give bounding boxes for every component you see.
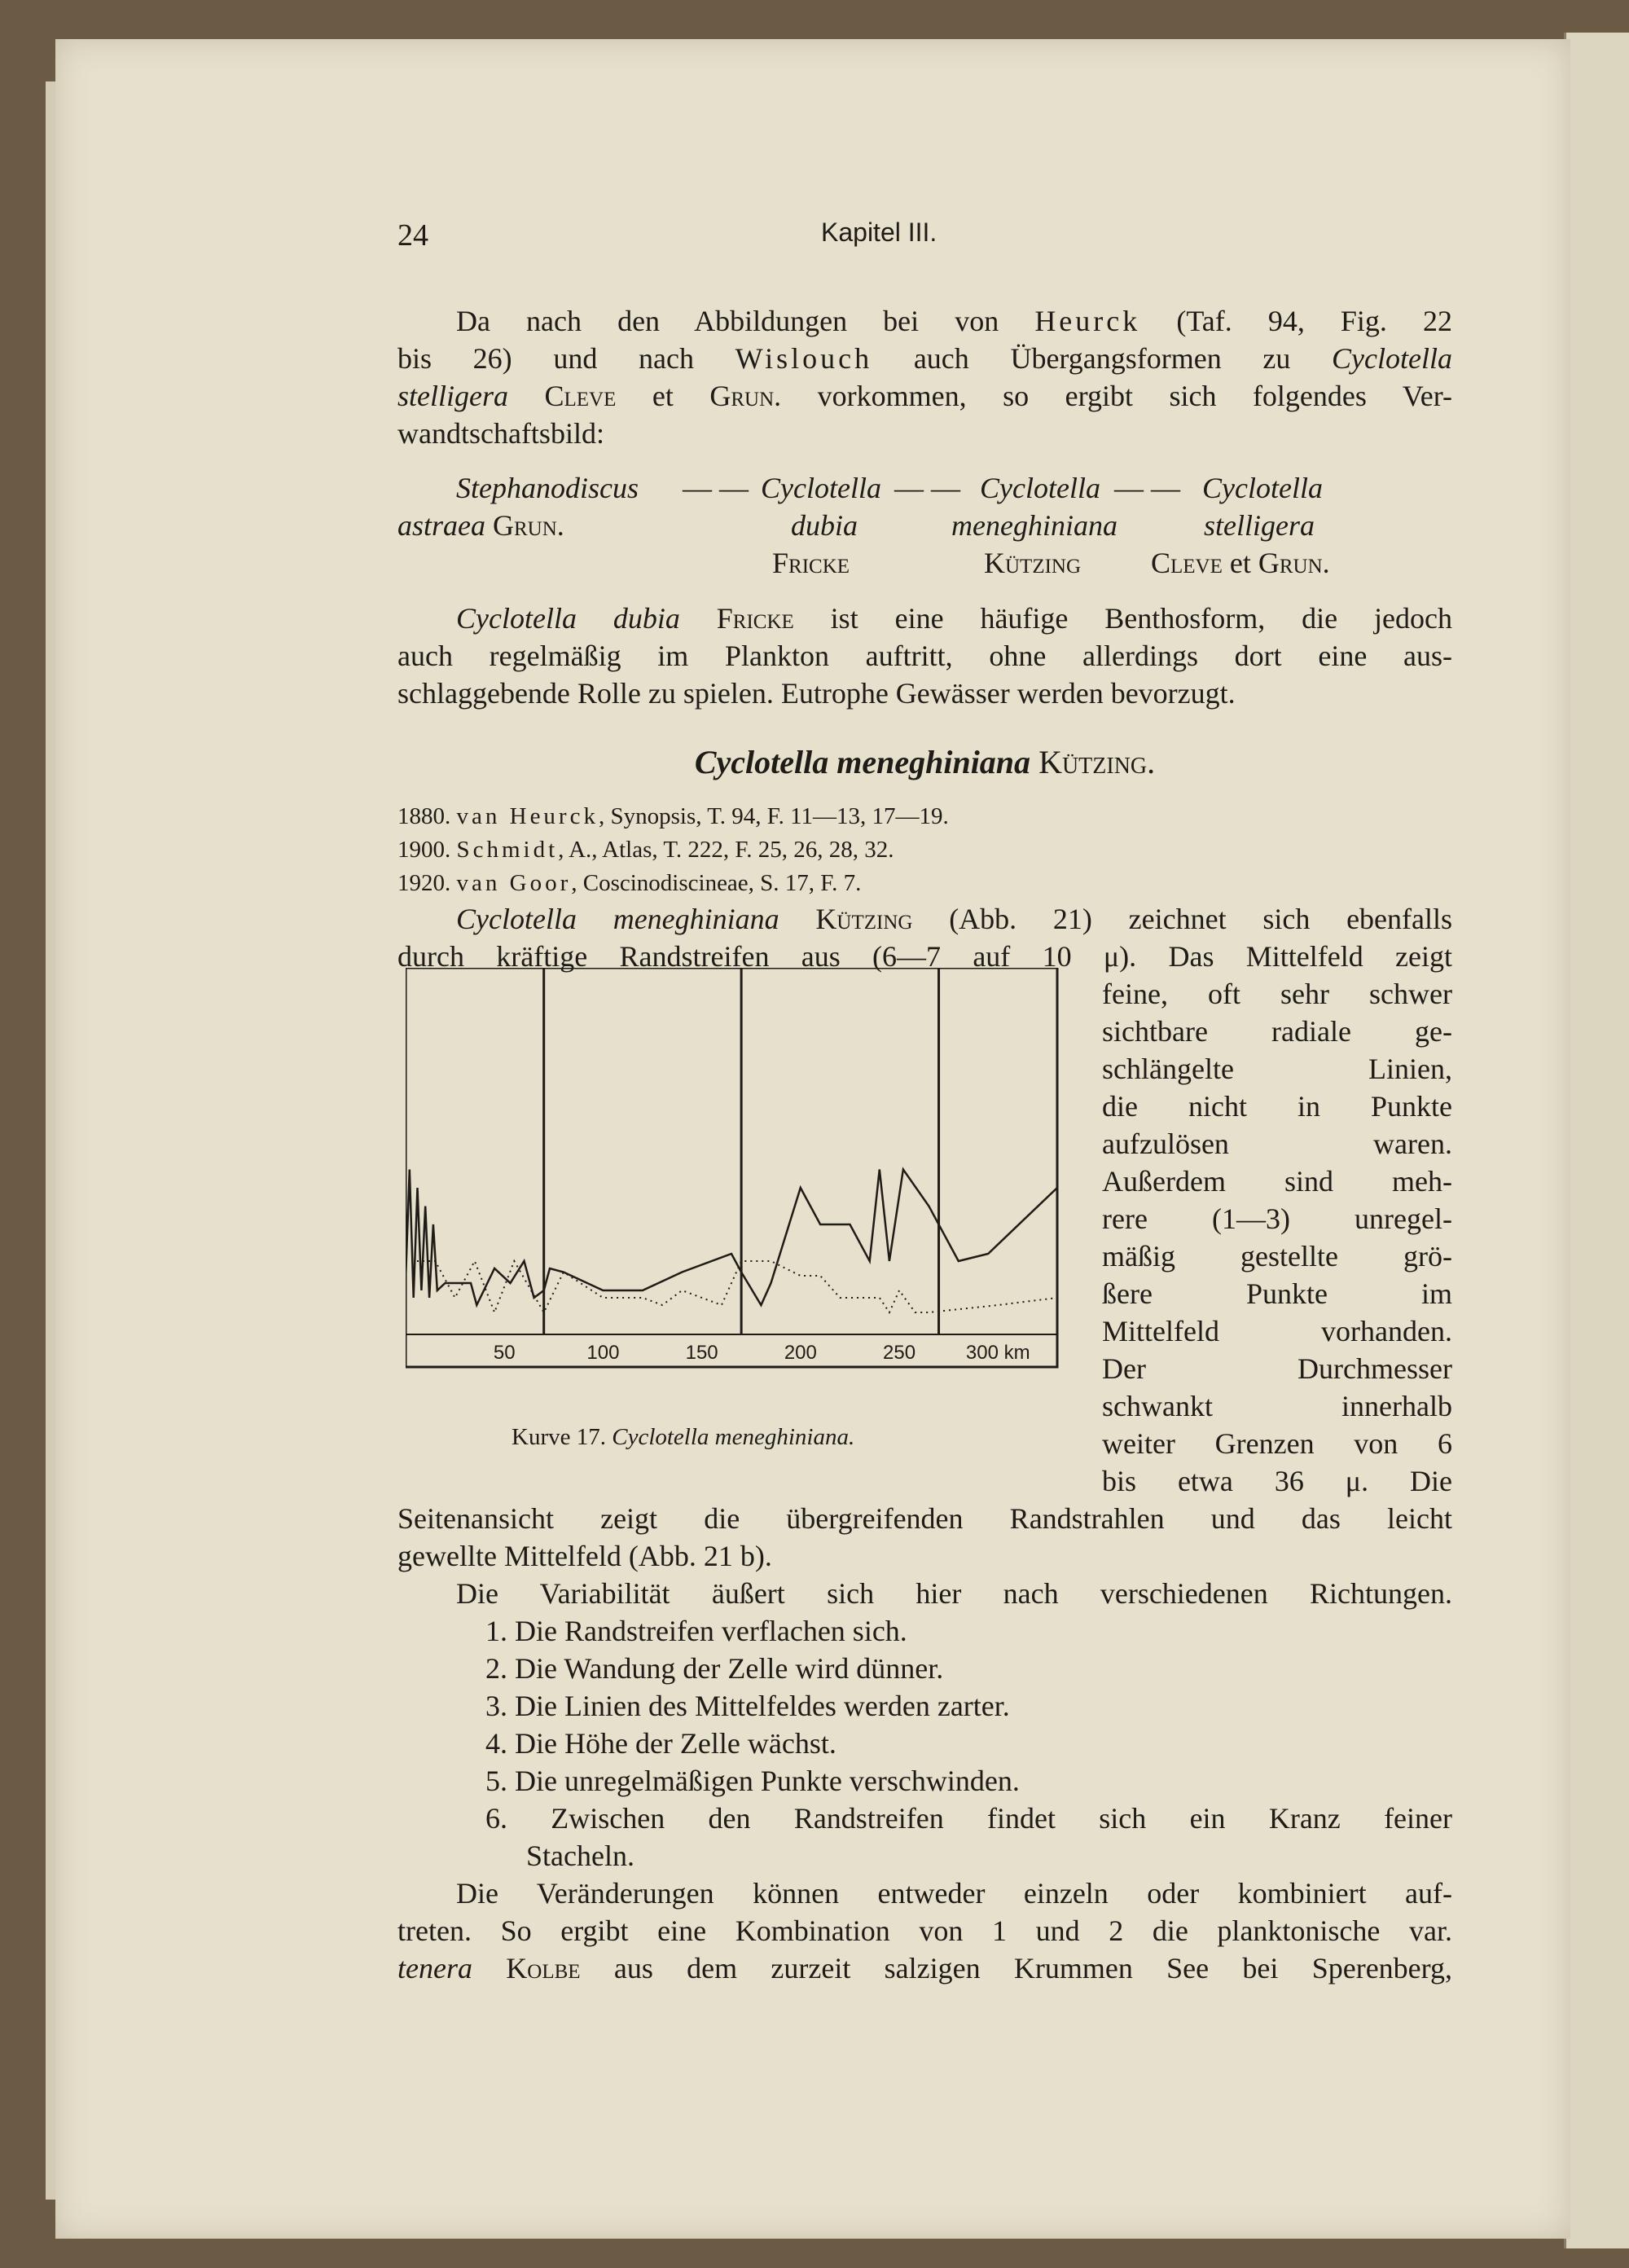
side-line: sichtbare radiale ge- — [1102, 1015, 1452, 1048]
scheme-stelligera: stelligera — [1204, 509, 1315, 542]
list-item: 6. Zwischen den Randstreifen findet sich ein Kranz feiner — [485, 1802, 1452, 1835]
x-tick-label: 100 — [586, 1342, 620, 1364]
paragraph-5-line-1: Die Veränderungen können entweder einzeln oder kombiniert auf- — [456, 1877, 1452, 1910]
side-line: Außerdem sind meh- — [1102, 1165, 1452, 1198]
scheme-dash-3: — — — [1114, 472, 1180, 504]
variability-intro: Die Variabilität äußert sich hier nach verschiedenen Richtungen. — [456, 1577, 1452, 1610]
list-item: 5. Die unregelmäßigen Punkte verschwinden. — [485, 1765, 1020, 1797]
side-line: schlängelte Linien, — [1102, 1053, 1452, 1085]
paragraph-3-line-after-2: gewellte Mittelfeld (Abb. 21 b). — [397, 1540, 772, 1572]
paragraph-1-line-4: wandtschaftsbild: — [397, 417, 604, 450]
side-line: bis etwa 36 μ. Die — [1102, 1465, 1452, 1497]
side-line: ßere Punkte im — [1102, 1277, 1452, 1310]
paragraph-2-line-1: Cyclotella dubia Fricke ist eine häufige Benthosform, die jedoch — [456, 602, 1452, 635]
figure-caption: Kurve 17. Cyclotella meneghiniana. — [512, 1424, 855, 1450]
paragraph-2-line-3: schlaggebende Rolle zu spielen. Eutrophe Gewässer werden bevorzugt. — [397, 677, 1236, 710]
paragraph-1-line-1: Da nach den Abbildungen bei von Heurck (Taf. 94, Fig. 22 — [456, 305, 1452, 337]
side-line: Mittelfeld vorhanden. — [1102, 1315, 1452, 1347]
chart-frame — [406, 968, 1057, 1367]
x-tick-label: 200 — [784, 1342, 817, 1364]
side-line: die nicht in Punkte — [1102, 1090, 1452, 1123]
facing-page-edge — [1564, 33, 1629, 2248]
bibliography-entry: 1920. van Goor, Coscinodiscineae, S. 17, F. 7. — [397, 870, 862, 896]
side-line: aufzulösen waren. — [1102, 1127, 1452, 1160]
side-line: schwankt innerhalb — [1102, 1390, 1452, 1422]
scheme-cyclotella-1: Cyclotella — [761, 472, 881, 504]
scheme-cyclotella-3: Cyclotella — [1202, 472, 1323, 504]
paragraph-1-line-2: bis 26) und nach Wislouch auch Übergangsformen zu Cyclotella — [397, 342, 1452, 375]
side-line: rere (1—3) unregel- — [1102, 1202, 1452, 1235]
list-item-continuation: Stacheln. — [526, 1839, 634, 1872]
chart-series-dotted — [406, 1261, 1057, 1312]
scheme-stephanodiscus: Stephanodiscus — [456, 472, 639, 504]
list-item: 2. Die Wandung der Zelle wird dünner. — [485, 1652, 944, 1685]
list-item: 3. Die Linien des Mittelfeldes werden zarter. — [485, 1690, 1010, 1722]
paragraph-3-line-after-1: Seitenansicht zeigt die übergreifenden Randstrahlen und das leicht — [397, 1502, 1452, 1535]
side-line: Der Durchmesser — [1102, 1352, 1452, 1385]
paragraph-5-line-3: tenera Kolbe aus dem zurzeit salzigen Krummen See bei Sperenberg, — [397, 1952, 1452, 1984]
scheme-dash-2: — — — [894, 472, 960, 504]
curve-17-chart — [406, 968, 1074, 1424]
paragraph-5-line-2: treten. So ergibt eine Kombination von 1 und 2 die planktonische var. — [397, 1914, 1452, 1947]
running-title: Kapitel III. — [821, 218, 937, 247]
book-page — [55, 39, 1570, 2239]
x-tick-label: 300 km — [965, 1342, 1030, 1364]
chart-series-solid — [406, 1170, 1057, 1306]
side-line: mäßig gestellte grö- — [1102, 1240, 1452, 1272]
scheme-kuetzing: Kützing — [984, 547, 1082, 579]
scheme-fricke: Fricke — [772, 547, 850, 579]
list-item: 4. Die Höhe der Zelle wächst. — [485, 1727, 836, 1760]
side-line: weiter Grenzen von 6 — [1102, 1427, 1452, 1460]
paragraph-1-line-3: stelligera Cleve et Grun. vorkommen, so ergibt sich folgendes Ver- — [397, 380, 1452, 412]
paragraph-2-line-2: auch regelmäßig im Plankton auftritt, ohne allerdings dort eine aus- — [397, 640, 1452, 672]
x-tick-label: 150 — [685, 1342, 718, 1364]
paragraph-3-line-1: Cyclotella meneghiniana Kützing (Abb. 21) zeichnet sich ebenfalls — [456, 903, 1453, 935]
scheme-meneghiniana: meneghiniana — [951, 509, 1117, 542]
page-number: 24 — [397, 218, 428, 253]
section-heading: Cyclotella meneghiniana Kützing. — [694, 744, 1156, 780]
paragraph-3-line-2: durch kräftige Randstreifen aus (6—7 auf 10 μ). Das Mittelfeld zeigt — [397, 940, 1452, 973]
x-tick-label: 250 — [883, 1342, 916, 1364]
list-item: 1. Die Randstreifen verflachen sich. — [485, 1615, 907, 1647]
x-tick-label: 50 — [493, 1342, 516, 1364]
side-line: feine, oft sehr schwer — [1102, 978, 1452, 1010]
bibliography-entry: 1900. Schmidt, A., Atlas, T. 222, F. 25, 26, 28, 32. — [397, 837, 894, 863]
scheme-dash-1: — — — [683, 472, 749, 504]
scheme-dubia: dubia — [791, 509, 858, 542]
scheme-cyclotella-2: Cyclotella — [980, 472, 1100, 504]
bibliography-entry: 1880. van Heurck, Synopsis, T. 94, F. 11—13, 17—19. — [397, 803, 949, 829]
scheme-cleve-grun: Cleve et Grun. — [1151, 547, 1330, 579]
scheme-astraea: astraea Grun. — [397, 509, 564, 542]
